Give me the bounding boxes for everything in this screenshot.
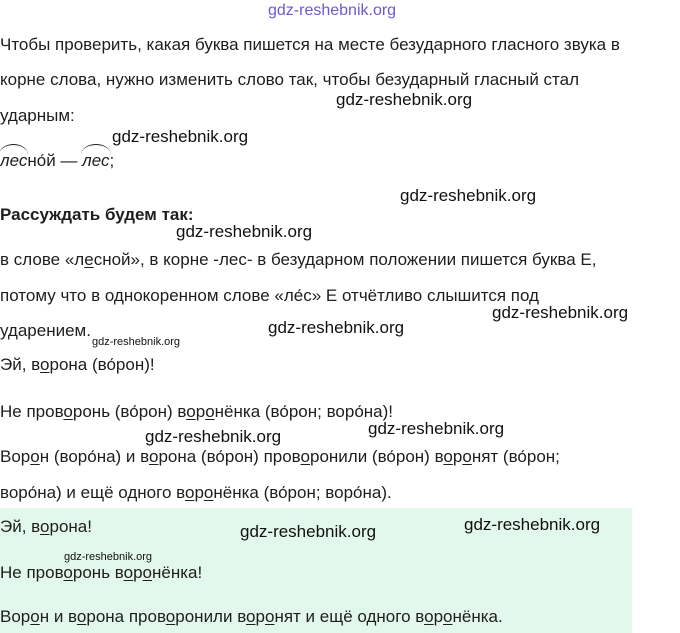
answer-line-1: Эй, ворона! — [0, 517, 92, 536]
underlined-letter: о — [443, 607, 453, 626]
root-mark: лес — [0, 151, 28, 170]
watermark: gdz-reshebnik.org — [464, 515, 601, 534]
watermark: gdz-reshebnik.org — [400, 186, 537, 205]
underlined-letter: о — [30, 607, 40, 626]
watermark: gdz-reshebnik.org — [368, 419, 505, 438]
underlined-letter: о — [123, 563, 134, 582]
watermark: gdz-reshebnik.org — [112, 127, 249, 146]
answer-line-2: Не проворонь воронёнка! — [0, 563, 203, 582]
underlined-letter: о — [63, 402, 73, 421]
underlined-letter: о — [76, 607, 87, 626]
root-mark: лес — [82, 151, 110, 170]
reasoning-line-3: ударением. — [0, 321, 91, 340]
exercise-sentence-3: Ворон (воро́на) и ворона (во́рон) проворонили (во́рон) воронят (во́рон; — [0, 447, 560, 466]
underlined-letter: о — [443, 447, 453, 466]
exercise-sentence-1: Эй, ворона (во́рон)! — [0, 355, 155, 374]
underlined-letter: о — [205, 402, 215, 421]
reasoning-heading: Рассуждать будем так: — [0, 205, 194, 224]
underlined-letter: о — [424, 607, 434, 626]
watermark: gdz-reshebnik.org — [240, 522, 377, 541]
underlined-letter: о — [40, 355, 50, 374]
exercise-sentence-4: воро́на) и ещё одного воронёнка (во́рон; воро́на). — [0, 483, 392, 502]
watermark-small: gdz-reshebnik.org — [92, 336, 181, 348]
underlined-letter: о — [30, 447, 40, 466]
watermark: gdz-reshebnik.org — [336, 90, 473, 109]
watermark-top: gdz-reshebnik.org — [268, 2, 397, 19]
rule-line-1: Чтобы проверить, какая буква пишется на месте безударного гласного звука в — [0, 35, 620, 54]
rule-line-3: ударным: — [0, 106, 75, 125]
underlined-letter: о — [203, 483, 214, 502]
watermark-small: gdz-reshebnik.org — [64, 551, 153, 563]
underlined-letter: о — [165, 607, 176, 626]
underlined-letter: о — [246, 607, 256, 626]
rule-line-2: корне слова, нужно изменить слово так, чтобы безударный гласный стал — [0, 70, 580, 89]
underlined-letter: о — [184, 483, 195, 502]
underlined-letter: о — [264, 607, 275, 626]
underlined-letter: о — [40, 517, 50, 536]
underlined-letter: о — [63, 563, 73, 582]
underlined-letter: о — [186, 402, 196, 421]
reasoning-line-2: потому что в однокоренном слове «ле́с» Е отчётливо слышится под — [0, 286, 539, 305]
example-line: лесно́й — лес; — [0, 151, 115, 170]
watermark: gdz-reshebnik.org — [492, 303, 629, 322]
exercise-sentence-2: Не проворонь (во́рон) воронёнка (во́рон; воро́на)! — [0, 402, 394, 421]
underlined-letter: о — [300, 447, 310, 466]
underlined-letter: о — [462, 447, 472, 466]
watermark: gdz-reshebnik.org — [145, 427, 282, 446]
watermark: gdz-reshebnik.org — [176, 222, 313, 241]
reasoning-line-1: в слове «лесной», в корне -лес- в безударном положении пишется буква Е, — [0, 250, 597, 269]
underlined-letter: о — [148, 447, 159, 466]
watermark: gdz-reshebnik.org — [268, 318, 405, 337]
underlined-letter: о — [142, 563, 153, 582]
answer-line-3: Ворон и ворона проворонили воронят и ещё одного воронёнка. — [0, 607, 503, 626]
